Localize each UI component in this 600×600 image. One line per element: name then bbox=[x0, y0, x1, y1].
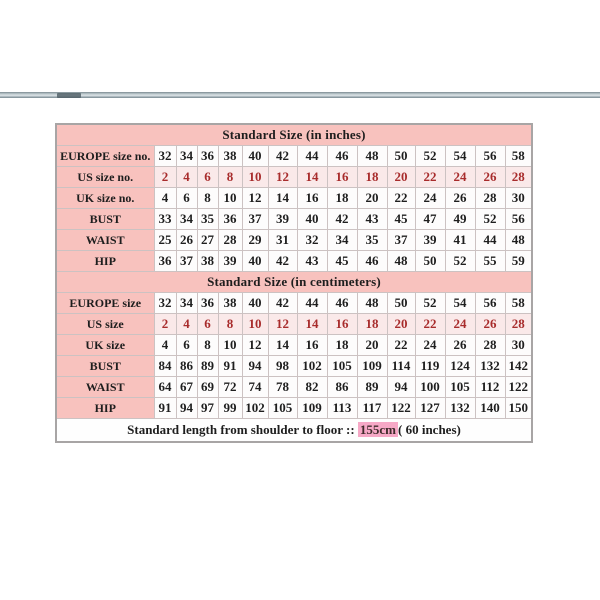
size-cell: 48 bbox=[387, 251, 415, 272]
size-cell: 18 bbox=[327, 335, 357, 356]
size-cell: 58 bbox=[505, 293, 532, 314]
footer-text-prefix: Standard length from shoulder to floor :: bbox=[127, 422, 358, 437]
size-cell: 56 bbox=[475, 293, 505, 314]
size-cell: 30 bbox=[505, 335, 532, 356]
section-header-row bbox=[56, 272, 532, 293]
size-cell: 42 bbox=[327, 209, 357, 230]
size-cell: 28 bbox=[505, 167, 532, 188]
size-cell: 26 bbox=[445, 188, 475, 209]
row-label: EUROPE size bbox=[56, 293, 154, 314]
size-cell: 8 bbox=[197, 335, 218, 356]
size-cell: 2 bbox=[154, 314, 176, 335]
size-cell: 46 bbox=[327, 293, 357, 314]
size-cell: 89 bbox=[197, 356, 218, 377]
size-cell: 38 bbox=[218, 146, 242, 167]
size-cell: 32 bbox=[154, 146, 176, 167]
size-cell: 2 bbox=[154, 167, 176, 188]
size-cell: 32 bbox=[154, 293, 176, 314]
size-cell: 91 bbox=[154, 398, 176, 419]
size-cell: 44 bbox=[475, 230, 505, 251]
size-cell: 38 bbox=[218, 293, 242, 314]
size-cell: 39 bbox=[218, 251, 242, 272]
size-cell: 99 bbox=[218, 398, 242, 419]
size-cell: 74 bbox=[242, 377, 268, 398]
size-cell: 46 bbox=[327, 146, 357, 167]
table-row bbox=[56, 335, 532, 356]
size-cell: 42 bbox=[268, 293, 297, 314]
size-cell: 37 bbox=[176, 251, 197, 272]
size-cell: 54 bbox=[445, 293, 475, 314]
size-cell: 102 bbox=[297, 356, 327, 377]
size-cell: 122 bbox=[505, 377, 532, 398]
size-cell: 29 bbox=[242, 230, 268, 251]
size-cell: 20 bbox=[387, 314, 415, 335]
scrollbar-thumb[interactable] bbox=[57, 93, 81, 98]
size-cell: 94 bbox=[176, 398, 197, 419]
size-cell: 22 bbox=[415, 167, 445, 188]
size-cell: 16 bbox=[297, 188, 327, 209]
size-cell: 34 bbox=[176, 293, 197, 314]
size-cell: 26 bbox=[445, 335, 475, 356]
size-chart-table bbox=[55, 123, 533, 443]
size-cell: 26 bbox=[475, 314, 505, 335]
size-cell: 12 bbox=[268, 167, 297, 188]
size-cell: 54 bbox=[445, 146, 475, 167]
size-cell: 44 bbox=[297, 146, 327, 167]
size-cell: 20 bbox=[357, 335, 387, 356]
table-row bbox=[56, 188, 532, 209]
size-cell: 6 bbox=[197, 314, 218, 335]
size-cell: 39 bbox=[415, 230, 445, 251]
table-row bbox=[56, 314, 532, 335]
horizontal-scrollbar[interactable] bbox=[0, 92, 600, 98]
row-label: HIP bbox=[56, 398, 154, 419]
size-cell: 35 bbox=[197, 209, 218, 230]
size-cell: 132 bbox=[475, 356, 505, 377]
row-label: EUROPE size no. bbox=[56, 146, 154, 167]
size-cell: 82 bbox=[297, 377, 327, 398]
size-cell: 102 bbox=[242, 398, 268, 419]
size-cell: 52 bbox=[475, 209, 505, 230]
size-cell: 10 bbox=[242, 314, 268, 335]
size-cell: 64 bbox=[154, 377, 176, 398]
size-cell: 14 bbox=[268, 188, 297, 209]
size-cell: 18 bbox=[357, 167, 387, 188]
size-cell: 132 bbox=[445, 398, 475, 419]
size-cell: 4 bbox=[154, 188, 176, 209]
row-label: US size no. bbox=[56, 167, 154, 188]
size-cell: 119 bbox=[415, 356, 445, 377]
row-label: BUST bbox=[56, 209, 154, 230]
size-cell: 32 bbox=[297, 230, 327, 251]
size-cell: 42 bbox=[268, 251, 297, 272]
size-cell: 72 bbox=[218, 377, 242, 398]
size-cell: 22 bbox=[387, 188, 415, 209]
size-cell: 16 bbox=[297, 335, 327, 356]
size-cell: 16 bbox=[327, 167, 357, 188]
size-cell: 114 bbox=[387, 356, 415, 377]
size-cell: 36 bbox=[218, 209, 242, 230]
size-cell: 38 bbox=[197, 251, 218, 272]
size-cell: 43 bbox=[357, 209, 387, 230]
table-row bbox=[56, 377, 532, 398]
size-cell: 22 bbox=[387, 335, 415, 356]
size-cell: 35 bbox=[357, 230, 387, 251]
size-cell: 69 bbox=[197, 377, 218, 398]
size-cell: 105 bbox=[268, 398, 297, 419]
size-cell: 20 bbox=[387, 167, 415, 188]
size-cell: 12 bbox=[242, 335, 268, 356]
size-cell: 40 bbox=[242, 146, 268, 167]
size-cell: 31 bbox=[268, 230, 297, 251]
size-cell: 43 bbox=[297, 251, 327, 272]
size-cell: 98 bbox=[268, 356, 297, 377]
size-cell: 4 bbox=[154, 335, 176, 356]
size-cell: 56 bbox=[505, 209, 532, 230]
size-cell: 89 bbox=[357, 377, 387, 398]
size-cell: 45 bbox=[327, 251, 357, 272]
row-label: WAIST bbox=[56, 230, 154, 251]
size-cell: 56 bbox=[475, 146, 505, 167]
size-cell: 142 bbox=[505, 356, 532, 377]
size-cell: 12 bbox=[268, 314, 297, 335]
size-cell: 40 bbox=[297, 209, 327, 230]
size-cell: 34 bbox=[176, 146, 197, 167]
size-cell: 20 bbox=[357, 188, 387, 209]
size-cell: 14 bbox=[297, 314, 327, 335]
size-cell: 6 bbox=[197, 167, 218, 188]
size-cell: 24 bbox=[445, 314, 475, 335]
size-cell: 46 bbox=[357, 251, 387, 272]
size-cell: 48 bbox=[505, 230, 532, 251]
size-cell: 122 bbox=[387, 398, 415, 419]
size-cell: 86 bbox=[327, 377, 357, 398]
size-cell: 52 bbox=[415, 146, 445, 167]
table-row bbox=[56, 356, 532, 377]
size-cell: 48 bbox=[357, 293, 387, 314]
size-cell: 26 bbox=[176, 230, 197, 251]
size-cell: 97 bbox=[197, 398, 218, 419]
row-label: UK size no. bbox=[56, 188, 154, 209]
section-header: Standard Size (in inches) bbox=[56, 124, 532, 146]
size-cell: 24 bbox=[445, 167, 475, 188]
size-cell: 124 bbox=[445, 356, 475, 377]
table-row bbox=[56, 167, 532, 188]
size-cell: 28 bbox=[475, 188, 505, 209]
size-cell: 28 bbox=[505, 314, 532, 335]
size-cell: 36 bbox=[154, 251, 176, 272]
size-cell: 14 bbox=[297, 167, 327, 188]
size-cell: 50 bbox=[387, 146, 415, 167]
row-label: HIP bbox=[56, 251, 154, 272]
size-cell: 42 bbox=[268, 146, 297, 167]
row-label: UK size bbox=[56, 335, 154, 356]
size-cell: 127 bbox=[415, 398, 445, 419]
size-cell: 112 bbox=[475, 377, 505, 398]
size-cell: 50 bbox=[415, 251, 445, 272]
size-cell: 58 bbox=[505, 146, 532, 167]
size-cell: 39 bbox=[268, 209, 297, 230]
size-cell: 49 bbox=[445, 209, 475, 230]
size-cell: 10 bbox=[218, 188, 242, 209]
size-cell: 55 bbox=[475, 251, 505, 272]
size-cell: 30 bbox=[505, 188, 532, 209]
length-highlight: 155cm bbox=[359, 422, 397, 437]
size-cell: 41 bbox=[445, 230, 475, 251]
table-row bbox=[56, 209, 532, 230]
size-cell: 27 bbox=[197, 230, 218, 251]
size-cell: 40 bbox=[242, 293, 268, 314]
size-cell: 109 bbox=[357, 356, 387, 377]
table-row bbox=[56, 230, 532, 251]
size-cell: 6 bbox=[176, 188, 197, 209]
section-header: Standard Size (in centimeters) bbox=[56, 272, 532, 293]
size-cell: 12 bbox=[242, 188, 268, 209]
footer-note bbox=[56, 419, 532, 443]
size-cell: 4 bbox=[176, 167, 197, 188]
size-cell: 94 bbox=[387, 377, 415, 398]
size-cell: 28 bbox=[475, 335, 505, 356]
row-label: WAIST bbox=[56, 377, 154, 398]
size-cell: 25 bbox=[154, 230, 176, 251]
size-cell: 105 bbox=[445, 377, 475, 398]
size-cell: 45 bbox=[387, 209, 415, 230]
size-cell: 14 bbox=[268, 335, 297, 356]
size-cell: 44 bbox=[297, 293, 327, 314]
size-cell: 18 bbox=[327, 188, 357, 209]
size-cell: 33 bbox=[154, 209, 176, 230]
size-cell: 10 bbox=[242, 167, 268, 188]
table-row bbox=[56, 293, 532, 314]
size-cell: 10 bbox=[218, 335, 242, 356]
size-cell: 28 bbox=[218, 230, 242, 251]
section-header-row bbox=[56, 124, 532, 146]
row-label: BUST bbox=[56, 356, 154, 377]
table-row bbox=[56, 146, 532, 167]
size-cell: 36 bbox=[197, 146, 218, 167]
size-cell: 8 bbox=[218, 314, 242, 335]
size-cell: 24 bbox=[415, 188, 445, 209]
size-cell: 52 bbox=[445, 251, 475, 272]
row-label: US size bbox=[56, 314, 154, 335]
size-cell: 8 bbox=[197, 188, 218, 209]
size-cell: 67 bbox=[176, 377, 197, 398]
size-cell: 26 bbox=[475, 167, 505, 188]
size-cell: 4 bbox=[176, 314, 197, 335]
size-cell: 86 bbox=[176, 356, 197, 377]
size-cell: 40 bbox=[242, 251, 268, 272]
size-cell: 34 bbox=[176, 209, 197, 230]
size-cell: 78 bbox=[268, 377, 297, 398]
size-cell: 84 bbox=[154, 356, 176, 377]
footer-row bbox=[56, 419, 532, 443]
size-cell: 140 bbox=[475, 398, 505, 419]
size-cell: 16 bbox=[327, 314, 357, 335]
size-cell: 59 bbox=[505, 251, 532, 272]
size-cell: 47 bbox=[415, 209, 445, 230]
size-cell: 52 bbox=[415, 293, 445, 314]
size-cell: 37 bbox=[387, 230, 415, 251]
table-row bbox=[56, 398, 532, 419]
size-cell: 48 bbox=[357, 146, 387, 167]
size-cell: 8 bbox=[218, 167, 242, 188]
size-cell: 150 bbox=[505, 398, 532, 419]
table-row bbox=[56, 251, 532, 272]
size-cell: 18 bbox=[357, 314, 387, 335]
size-cell: 109 bbox=[297, 398, 327, 419]
size-cell: 6 bbox=[176, 335, 197, 356]
size-cell: 94 bbox=[242, 356, 268, 377]
size-cell: 50 bbox=[387, 293, 415, 314]
size-cell: 24 bbox=[415, 335, 445, 356]
size-cell: 105 bbox=[327, 356, 357, 377]
size-cell: 91 bbox=[218, 356, 242, 377]
size-cell: 37 bbox=[242, 209, 268, 230]
size-cell: 113 bbox=[327, 398, 357, 419]
footer-text-suffix: ( 60 inches) bbox=[398, 422, 461, 437]
size-cell: 100 bbox=[415, 377, 445, 398]
size-cell: 36 bbox=[197, 293, 218, 314]
size-cell: 34 bbox=[327, 230, 357, 251]
size-cell: 117 bbox=[357, 398, 387, 419]
size-cell: 22 bbox=[415, 314, 445, 335]
